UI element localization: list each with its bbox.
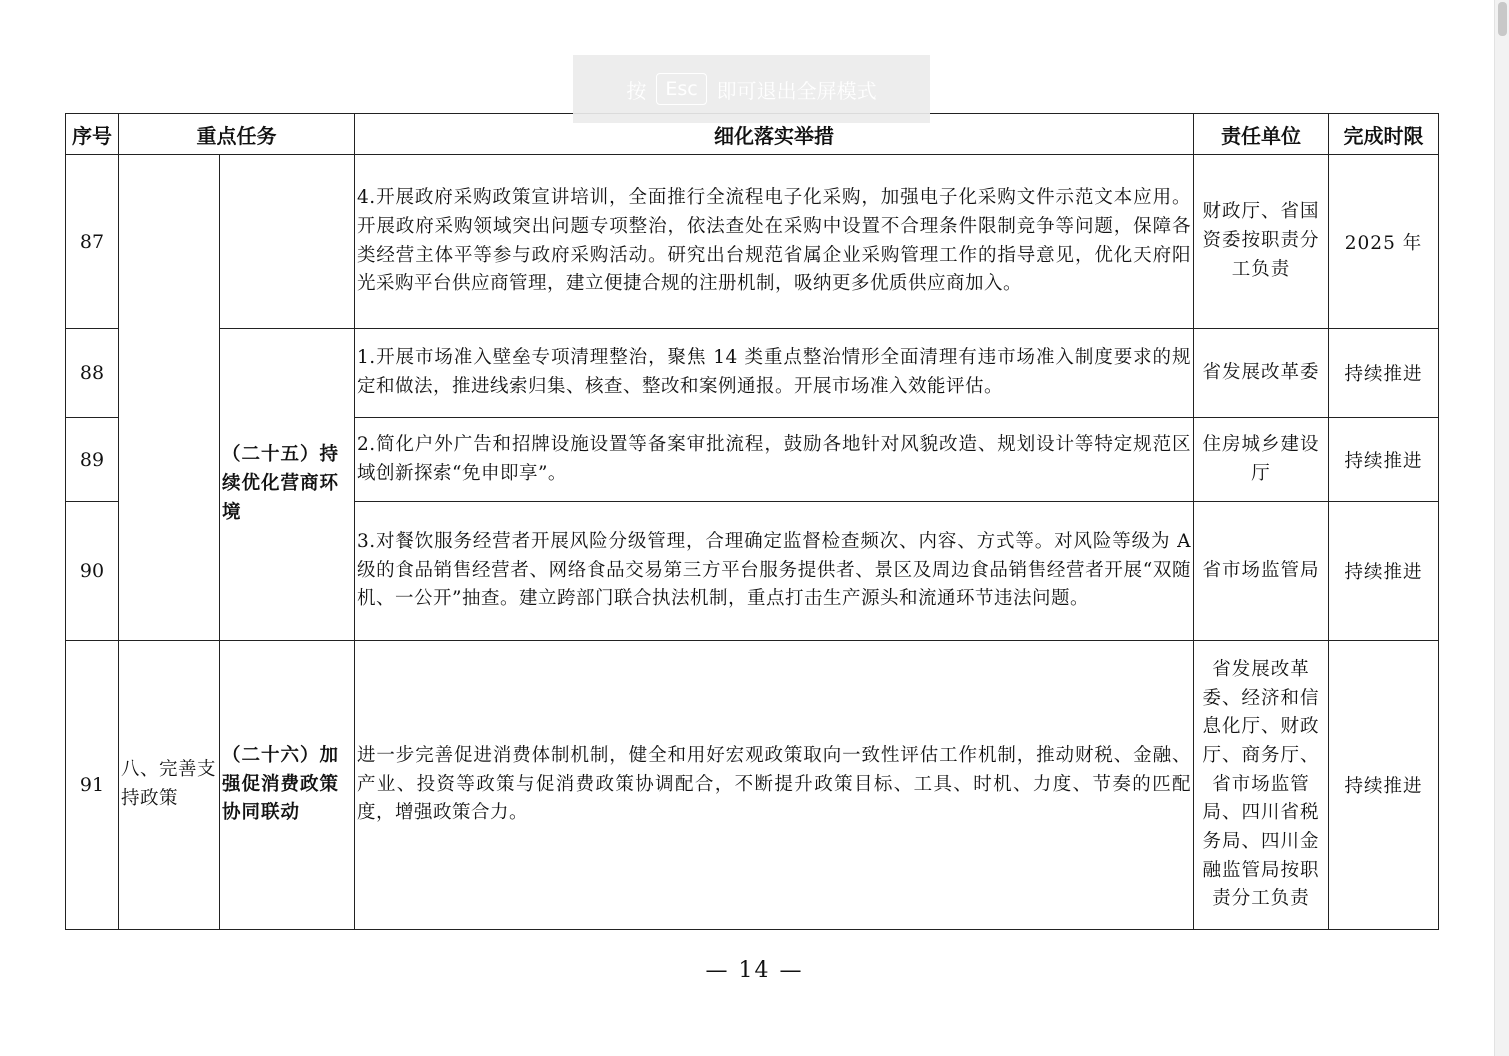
scrollbar-thumb[interactable] <box>1498 2 1507 36</box>
scrollbar-track[interactable] <box>1494 0 1509 1056</box>
table-row <box>66 641 1439 930</box>
row-number: 91 <box>66 641 119 930</box>
category-cell-empty <box>119 155 220 641</box>
page-number: — 14 — <box>705 958 804 983</box>
header-measure: 细化落实举措 <box>355 114 1194 155</box>
measure-cell: 3.对餐饮服务经营者开展风险分级管理，合理确定监督检查频次、内容、方式等。对风险等级为 A 级的食品销售经营者、网络食品交易第三方平台服务提供者、景区及周边食品销售经营者开展“双随机、一公开”抽查。建立跨部门联合执法机制，重点打击生产源头和流通环节违法问题。 <box>355 502 1194 641</box>
deadline-cell: 2025 年 <box>1329 155 1439 329</box>
deadline-cell: 持续推进 <box>1329 502 1439 641</box>
hint-suffix: 即可退出全屏模式 <box>716 78 877 103</box>
header-deadline: 完成时限 <box>1329 114 1439 155</box>
fullscreen-exit-hint <box>573 55 930 123</box>
row-number: 90 <box>66 502 119 641</box>
deadline-cell: 持续推进 <box>1329 418 1439 502</box>
measure-cell: 4.开展政府采购政策宣讲培训，全面推行全流程电子化采购，加强电子化采购文件示范文本应用。开展政府采购领域突出问题专项整治，依法查处在采购中设置不合理条件限制竞争等问题，保障各类经营主体平等参与政府采购活动。研究出台规范省属企业采购管理工作的指导意见，优化天府阳光采购平台供应商管理，建立便捷合规的注册机制，吸纳更多优质供应商加入。 <box>355 155 1194 329</box>
task-cell-empty <box>220 155 355 329</box>
task-cell: （二十五）持续优化营商环境 <box>220 329 355 641</box>
measure-cell: 1.开展市场准入壁垒专项清理整治，聚焦 14 类重点整治情形全面清理有违市场准入制度要求的规定和做法，推进线索归集、核查、整改和案例通报。开展市场准入效能评估。 <box>355 329 1194 418</box>
unit-cell: 省发展改革委 <box>1194 329 1329 418</box>
deadline-cell: 持续推进 <box>1329 329 1439 418</box>
row-number: 88 <box>66 329 119 418</box>
header-task: 重点任务 <box>119 114 355 155</box>
table-row <box>66 329 1439 418</box>
table-row <box>66 155 1439 329</box>
esc-key-badge: Esc <box>656 73 706 105</box>
header-num: 序号 <box>66 114 119 155</box>
row-number: 89 <box>66 418 119 502</box>
header-unit: 责任单位 <box>1194 114 1329 155</box>
category-cell: 八、完善支持政策 <box>119 641 220 930</box>
deadline-cell: 持续推进 <box>1329 641 1439 930</box>
unit-cell: 省市场监管局 <box>1194 502 1329 641</box>
unit-cell: 财政厅、省国资委按职责分工负责 <box>1194 155 1329 329</box>
measure-cell: 进一步完善促进消费体制机制，健全和用好宏观政策取向一致性评估工作机制，推动财税、金融、产业、投资等政策与促消费政策协调配合，不断提升政策目标、工具、时机、力度、节奏的匹配度，增强政策合力。 <box>355 641 1194 930</box>
task-cell: （二十六）加强促消费政策协同联动 <box>220 641 355 930</box>
unit-cell: 省发展改革委、经济和信息化厅、财政厅、商务厅、省市场监管局、四川省税务局、四川金融监管局按职责分工负责 <box>1194 641 1329 930</box>
unit-cell: 住房城乡建设厅 <box>1194 418 1329 502</box>
hint-prefix: 按 <box>626 78 647 103</box>
measure-cell: 2.简化户外广告和招牌设施设置等备案审批流程，鼓励各地针对风貌改造、规划设计等特定规范区域创新探索“免申即享”。 <box>355 418 1194 502</box>
row-number: 87 <box>66 155 119 329</box>
task-table <box>65 113 1439 930</box>
